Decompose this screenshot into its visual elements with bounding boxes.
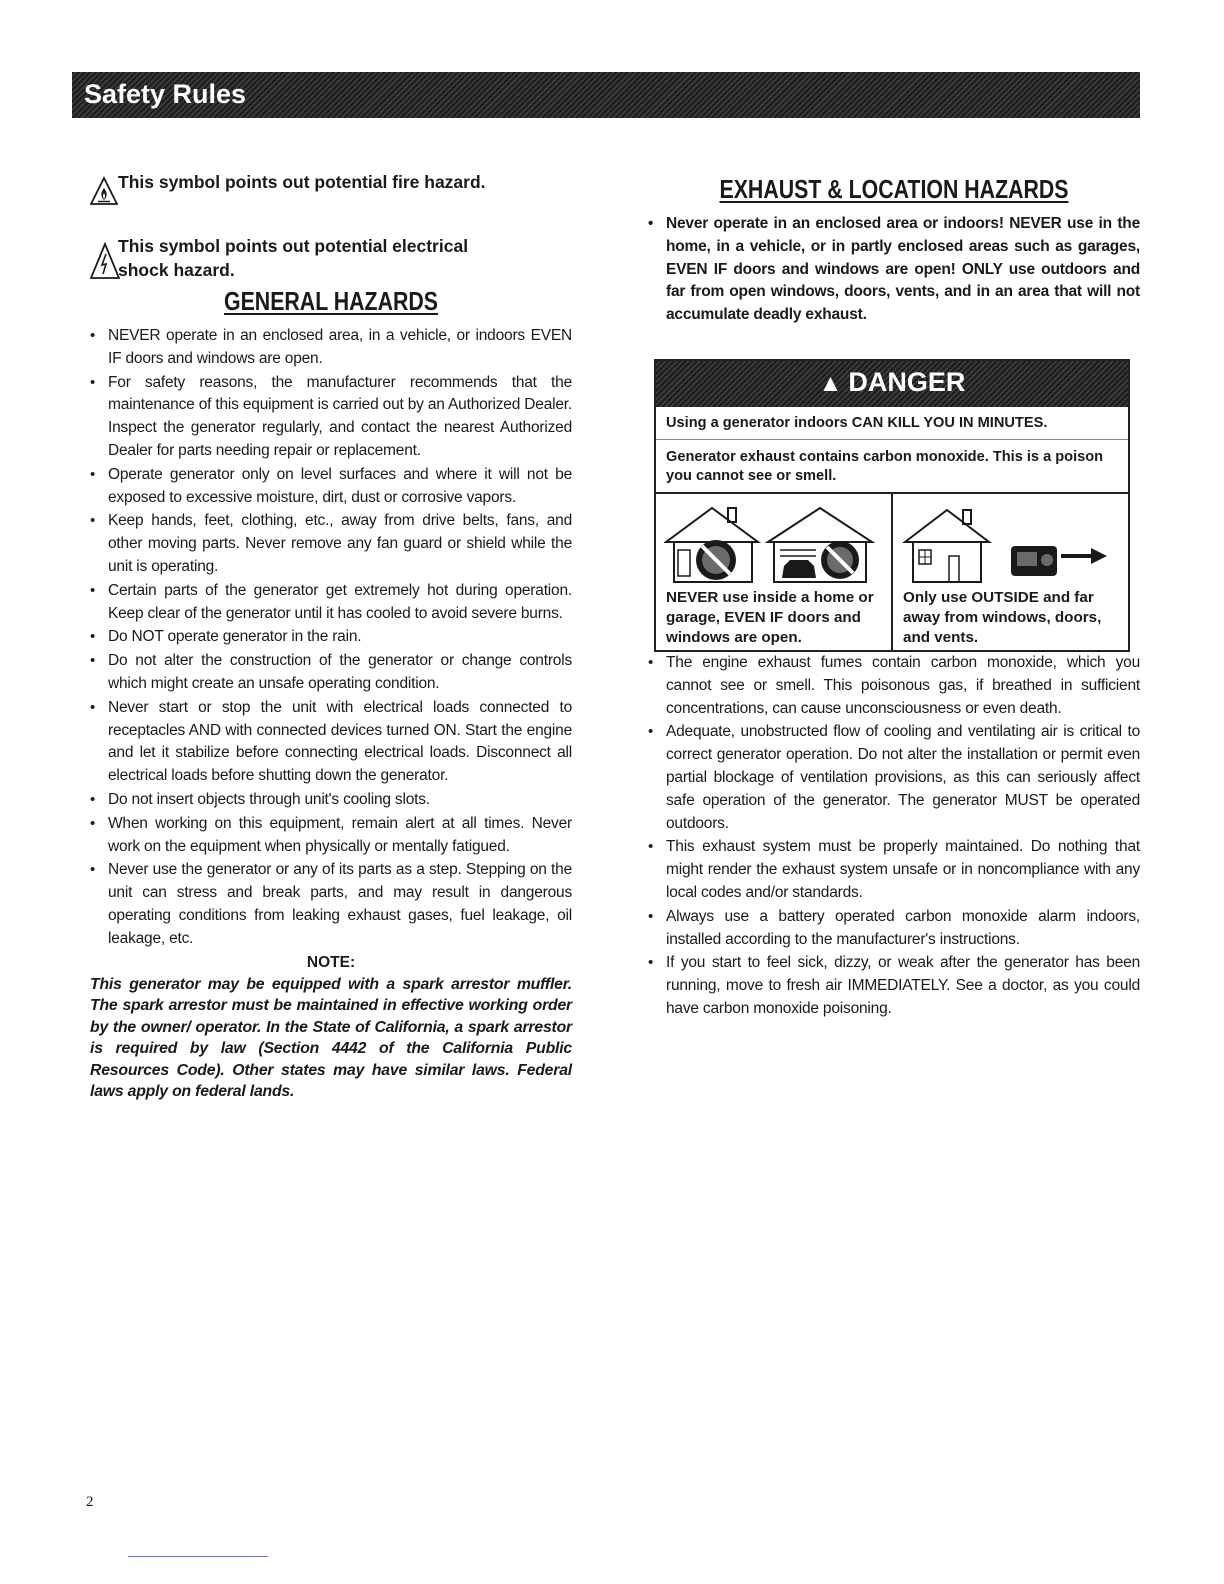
list-item: • When working on this equipment, remain alert at all times. Never work on the equipment when physically or mentally fatigued. (90, 813, 572, 859)
danger-caption-left: NEVER use inside a home or garage, EVEN IF doors and windows are open. (666, 588, 874, 646)
fire-symbol-text: This symbol points out potential fire hazard. (118, 172, 486, 192)
danger-pictograms (656, 494, 1128, 650)
note-label: NOTE: (306, 953, 356, 971)
danger-panel (654, 359, 1130, 652)
list-item: • Operate generator only on level surfaces and where it will not be exposed to excessive moisture, dirt, dust or corrosive vapors. (90, 464, 572, 510)
fire-hazard-icon (90, 176, 118, 206)
outdoor-generator-icon (901, 500, 1121, 586)
list-item: • Always use a battery operated carbon monoxide alarm indoors, installed according to the manufacturer's instructions. (648, 906, 1140, 952)
list-item: • This exhaust system must be properly maintained. Do nothing that might render the exhaust system unsafe or in noncompliance with any local codes and/or standards. (648, 836, 1140, 904)
section-banner (72, 72, 1140, 118)
exhaust-warning-list (648, 213, 1140, 327)
list-item: • If you start to feel sick, dizzy, or weak after the generator has been running, move to fresh air IMMEDIATELY. See a doctor, as you could have carbon monoxide poisoning. (648, 952, 1140, 1020)
general-hazards-list (90, 325, 572, 951)
exhaust-hazards-list (648, 652, 1140, 1021)
list-item: • The engine exhaust fumes contain carbon monoxide, which you cannot see or smell. This poisonous gas, if breathed in sufficient concentrations, can cause unconsciousness or even death. (648, 652, 1140, 720)
list-item: • Do NOT operate generator in the rain. (90, 626, 572, 649)
no-indoor-generator-icon (664, 500, 884, 586)
page-number: 2 (86, 1494, 94, 1510)
note-text: This generator may be equipped with a spark arrestor muffler. The spark arrestor must be maintained in effective working order by the owner/ operator. In the State of California, a spark arrestor is required by law (Section 4442 of the California Public Resources Code). Other states may have similar laws. Federal laws apply on federal lands. (90, 975, 572, 1101)
list-item: • NEVER operate in an enclosed area, in a vehicle, or indoors EVEN IF doors and windows are open. (90, 325, 572, 371)
list-item: • Keep hands, feet, clothing, etc., away from drive belts, fans, and other moving parts. Never remove any fan guard or shield while the unit is operating. (90, 510, 572, 578)
danger-header (656, 361, 1128, 407)
danger-line-2: Generator exhaust contains carbon monoxide. This is a poison you cannot see or smell. (656, 440, 1128, 494)
list-item: • Adequate, unobstructed flow of cooling and ventilating air is critical to correct generator operation. Do not alter the installation or permit even partial blockage of ventilation provisions, as this can seriously affect safe operation of the generator. The generator MUST be operated outdoors. (648, 721, 1140, 835)
left-column (90, 170, 572, 1103)
right-column (648, 170, 1140, 1022)
list-item: • For safety reasons, the manufacturer recommends that the maintenance of this equipment is carried out by an Authorized Dealer. Inspect the generator regularly, and contact the nearest Authorized Dealer for parts needing repair or replacement. (90, 372, 572, 463)
warning-triangle-icon: ▲ (818, 369, 843, 397)
electric-symbol-text-line1: This symbol points out potential electrical (118, 236, 469, 256)
electric-symbol-note (90, 234, 572, 286)
danger-caption-right: Only use OUTSIDE and far away from windows, doors, and vents. (903, 588, 1102, 646)
list-item: • Never use the generator or any of its parts as a step. Stepping on the unit can stress and break parts, and may result in dangerous operating conditions from leaking exhaust gases, fuel leakage, oil leakage, etc. (90, 859, 572, 950)
danger-cell-indoors (656, 494, 891, 650)
danger-cell-outdoors (891, 494, 1128, 650)
electric-shock-icon (90, 240, 120, 280)
list-item: • Certain parts of the generator get extremely hot during operation. Keep clear of the generator until it has cooled to avoid severe burns. (90, 580, 572, 626)
footer-rule (128, 1556, 268, 1557)
electric-symbol-text-line2: shock hazard. (118, 260, 235, 280)
exhaust-hazards-heading: EXHAUST & LOCATION HAZARDS (719, 174, 1069, 204)
fire-symbol-note (90, 170, 572, 220)
list-item: • Do not alter the construction of the generator or change controls which might create an unsafe operating condition. (90, 650, 572, 696)
list-item: • Never operate in an enclosed area or indoors! NEVER use in the home, in a vehicle, or in partly enclosed areas such as garages, EVEN IF doors and windows are open! ONLY use outdoors and far from open windows, doors, vents, and in an area that will not accumulate deadly exhaust. (648, 213, 1140, 327)
list-item: • Do not insert objects through unit's cooling slots. (90, 789, 572, 812)
danger-line-1: Using a generator indoors CAN KILL YOU IN MINUTES. (656, 407, 1128, 440)
danger-title-text: DANGER (848, 366, 966, 397)
list-item: • Never start or stop the unit with electrical loads connected to receptacles AND with connected devices turned ON. Start the engine and let it stabilize before connecting electrical loads. Disconnect all electrical loads before shutting down the generator. (90, 697, 572, 788)
general-hazards-heading: GENERAL HAZARDS (223, 286, 438, 316)
danger-title (656, 367, 1128, 398)
banner-title: Safety Rules (84, 79, 247, 109)
